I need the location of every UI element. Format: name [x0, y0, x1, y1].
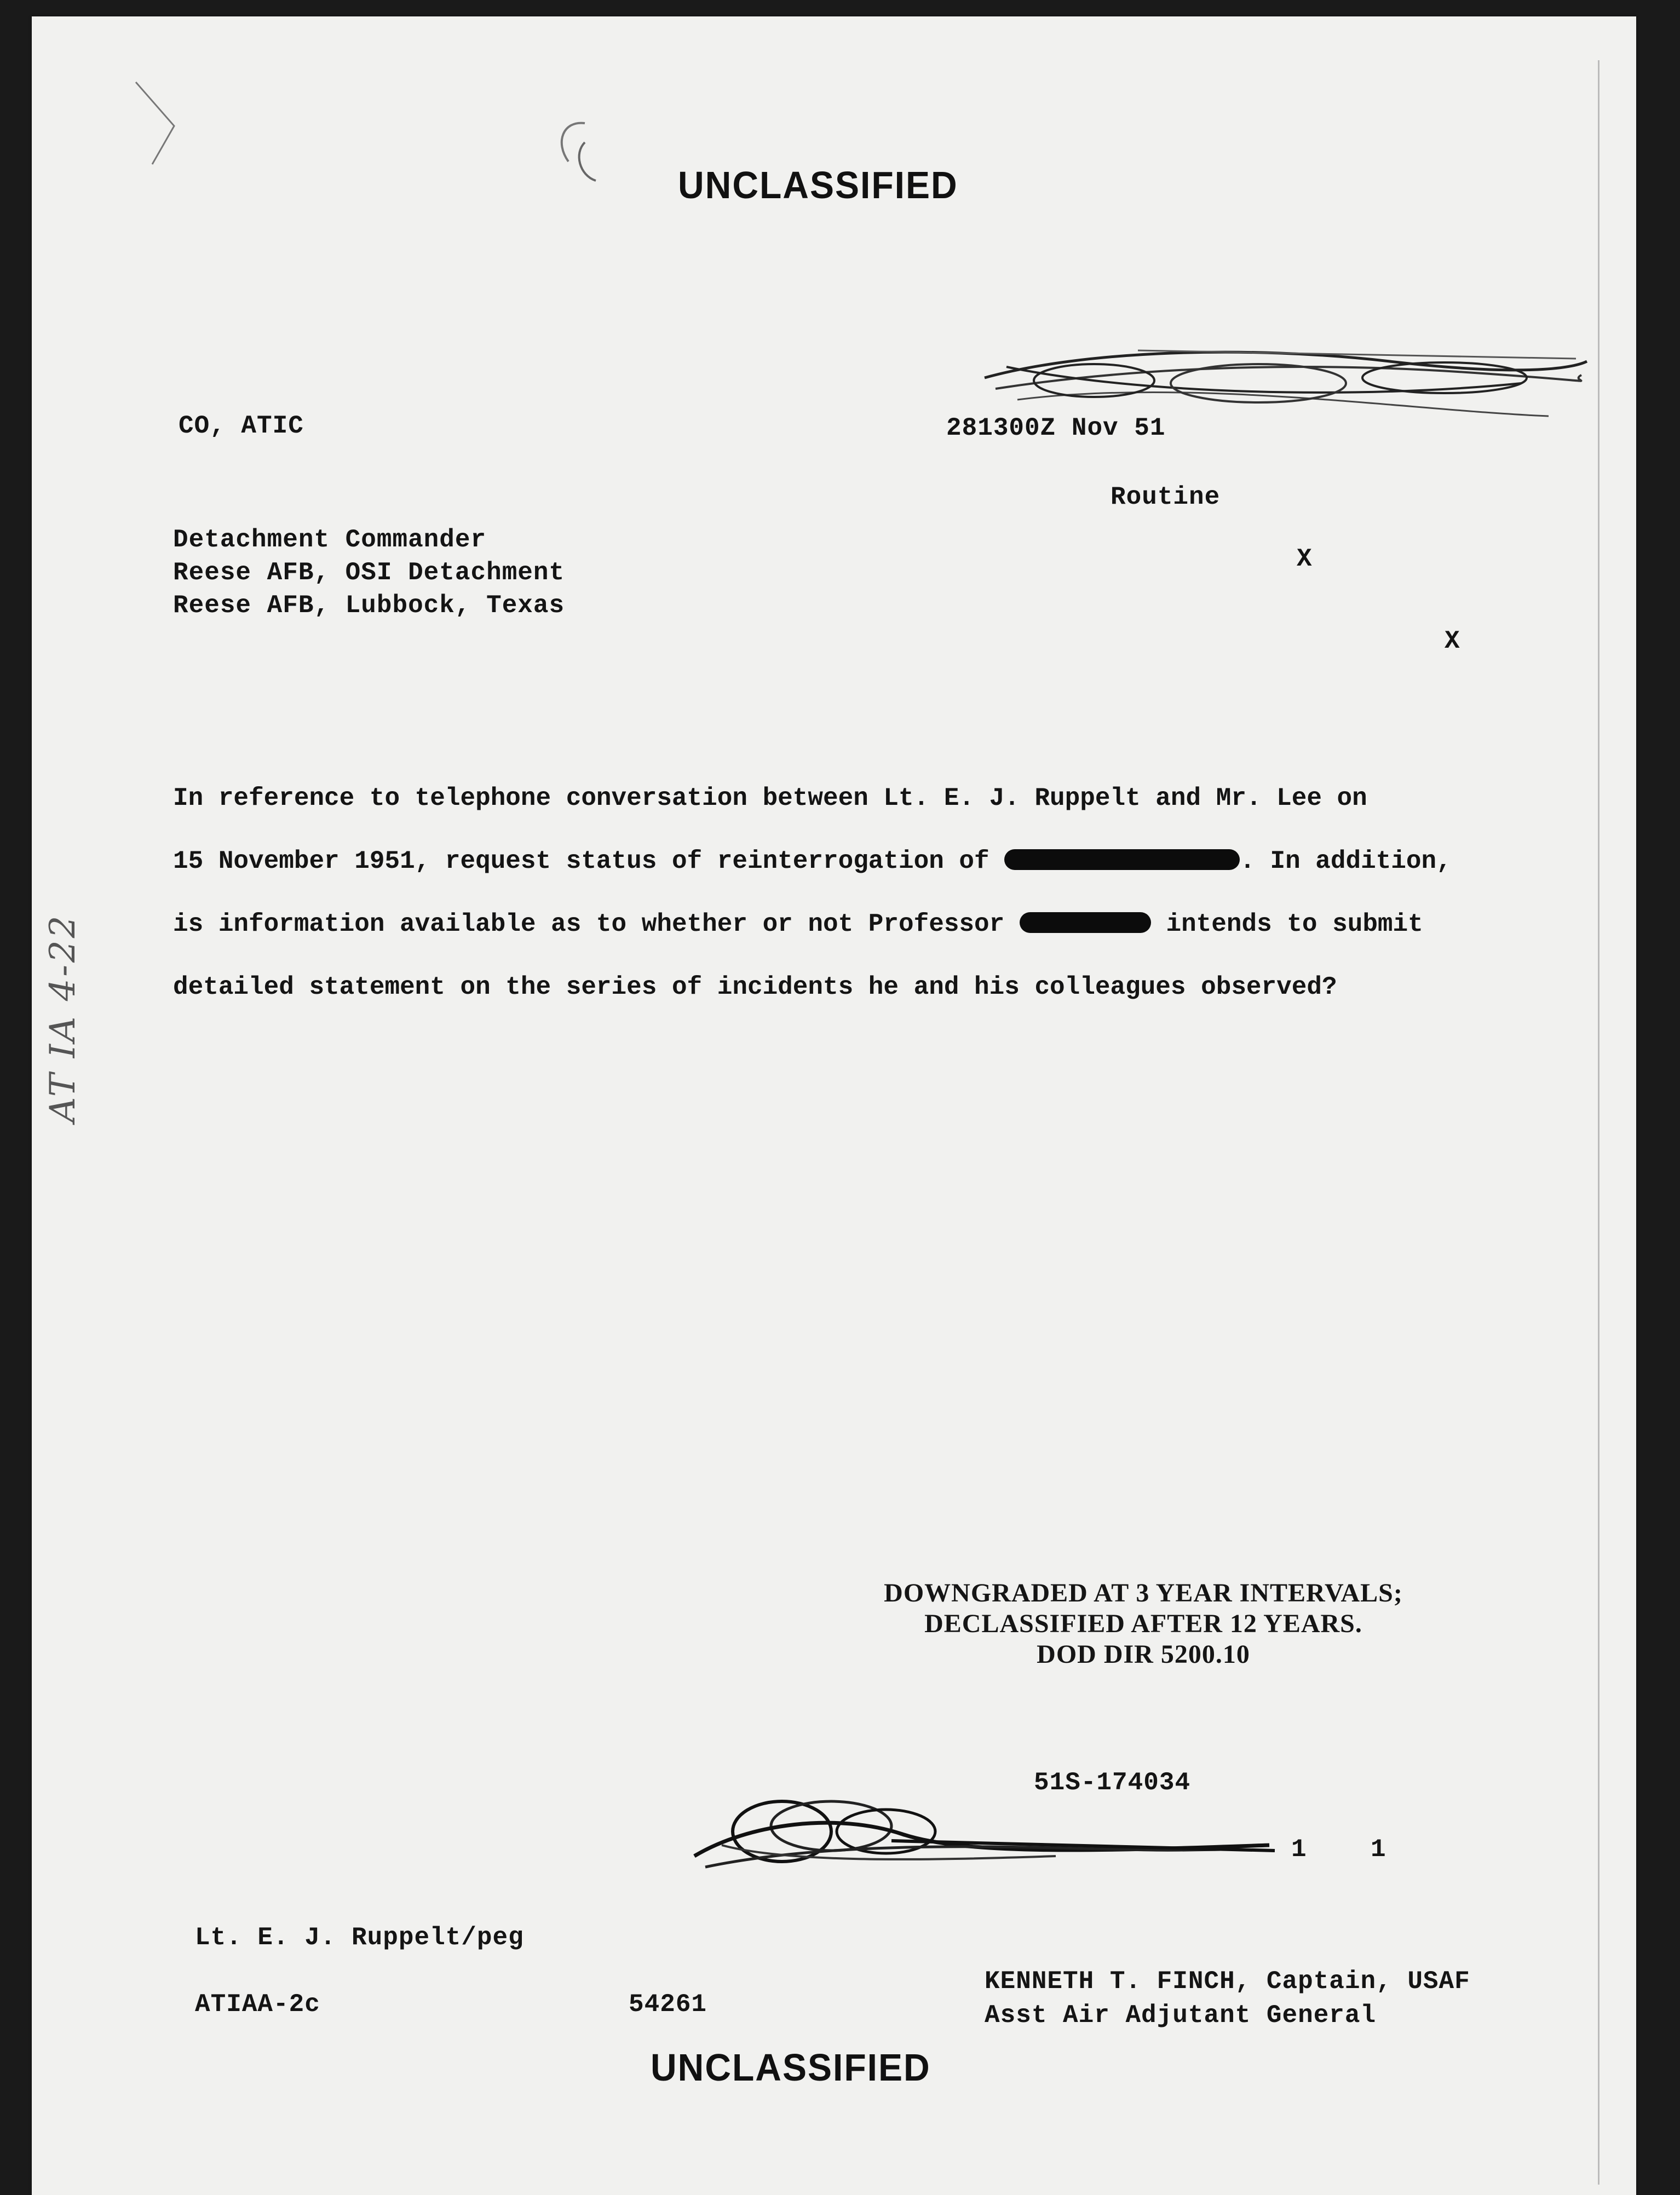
reference-number: 54261 [629, 1990, 707, 2019]
mark-x-2: X [1445, 627, 1460, 655]
page-mark-2: 1 [1371, 1835, 1386, 1864]
control-number: 51S-174034 [1034, 1768, 1191, 1797]
body-line-2-start: 15 November 1951, request status of reinterrogation of [173, 847, 989, 875]
body-line-3-start: is information available as to whether or not Professor [173, 910, 1005, 938]
addressee-line-2: Reese AFB, OSI Detachment [173, 558, 565, 587]
signature-name: KENNETH T. FINCH, Captain, USAF [985, 1967, 1470, 1996]
header-classification-stamp: UNCLASSIFIED [678, 164, 958, 206]
body-line-2-end: . In addition, [1240, 847, 1452, 875]
body-line-3 [173, 909, 1641, 972]
redaction-scribble-top [974, 329, 1631, 427]
margin-handwritten-note: AT IA 4-22 [43, 913, 83, 1122]
office-symbol: ATIAA-2c [195, 1990, 320, 2019]
corner-pen-mark [114, 71, 223, 170]
precedence: Routine [1111, 483, 1221, 511]
date-time-group: 281300Z Nov 51 [946, 414, 1166, 442]
originator-line: Lt. E. J. Ruppelt/peg [195, 1923, 524, 1952]
addressee-line-1: Detachment Commander [173, 526, 487, 554]
from-line: CO, ATIC [179, 412, 304, 440]
signature-title: Asst Air Adjutant General [985, 2001, 1377, 2030]
message-body [173, 783, 1641, 1035]
mark-x-1: X [1297, 545, 1313, 573]
redacted-name-1 [1004, 849, 1240, 870]
page-mark-1: 1 [1291, 1835, 1307, 1864]
top-pen-mark [546, 115, 596, 170]
footer-classification-stamp: UNCLASSIFIED [651, 2046, 931, 2089]
document-page [32, 16, 1636, 2195]
signature-scribble [672, 1779, 1286, 1883]
declass-line-2: DECLASSIFIED AFTER 12 YEARS. [924, 1609, 1362, 1638]
body-line-1: In reference to telephone conversation between Lt. E. J. Ruppelt and Mr. Lee on [173, 784, 1367, 813]
redacted-name-2 [1020, 912, 1151, 933]
declass-line-1: DOWNGRADED AT 3 YEAR INTERVALS; [884, 1578, 1403, 1608]
addressee-line-3: Reese AFB, Lubbock, Texas [173, 591, 565, 620]
declassification-block [842, 1578, 1445, 1670]
body-line-2 [173, 846, 1641, 909]
body-line-4: detailed statement on the series of incidents he and his colleagues observed? [173, 973, 1337, 1001]
body-line-3-end: intends to submit [1166, 910, 1423, 938]
declass-line-3: DOD DIR 5200.10 [1037, 1640, 1250, 1669]
